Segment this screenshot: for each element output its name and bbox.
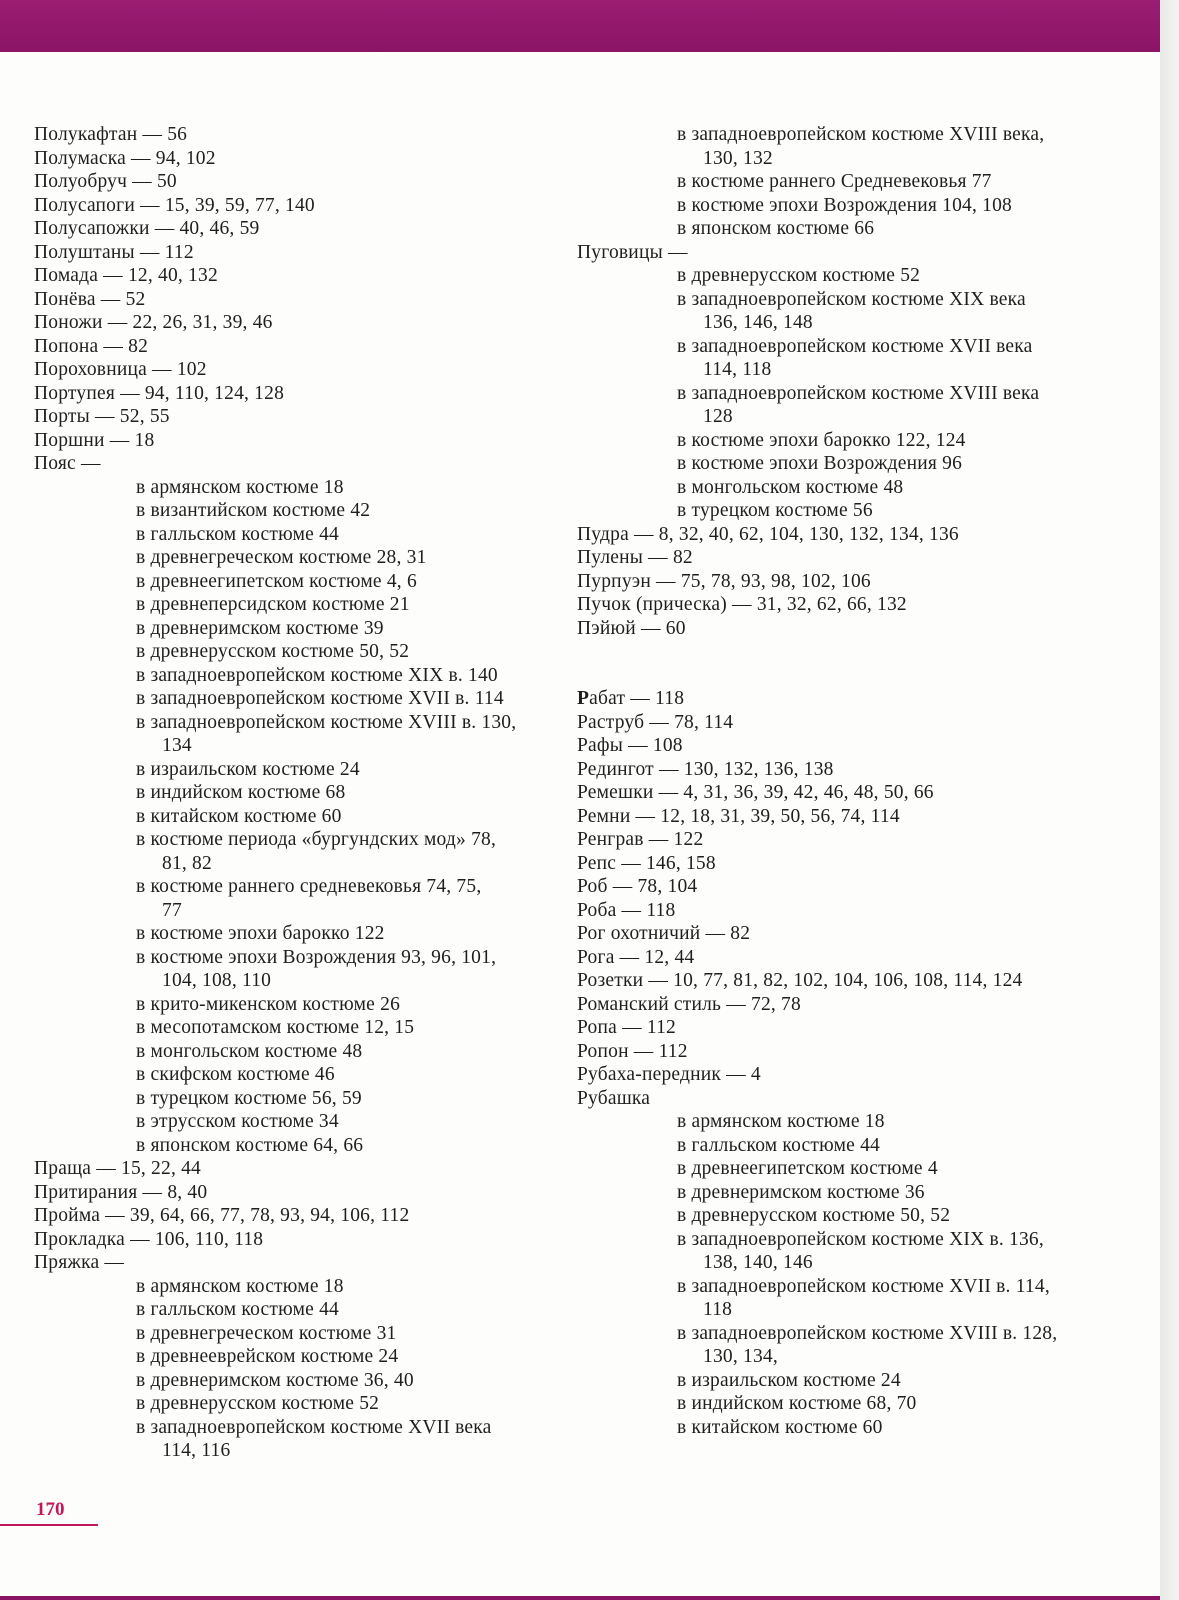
index-entry: Полусапоги — 15, 39, 59, 77, 140 bbox=[34, 194, 315, 216]
index-subentry: в армянском костюме 18 bbox=[136, 1275, 344, 1297]
index-entry: Роба — 118 bbox=[577, 899, 676, 921]
index-subentry: в индийском костюме 68 bbox=[136, 782, 346, 803]
index-entry: Рафы — 108 bbox=[577, 735, 683, 756]
index-entry: Рубашка bbox=[577, 1087, 651, 1109]
index-subentry: в древнегреческом костюме 31 bbox=[136, 1322, 397, 1344]
index-continuation: 136, 146, 148 bbox=[703, 312, 813, 333]
index-subentry: в галльском костюме 44 bbox=[677, 1134, 880, 1156]
index-subentry: в западноевропейском костюме XVII в. 114 bbox=[136, 688, 504, 709]
index-entry: Прокладка — 106, 110, 118 bbox=[34, 1228, 264, 1250]
index-subentry: в монгольском костюме 48 bbox=[136, 1040, 363, 1062]
index-subentry: в этрусском костюме 34 bbox=[136, 1111, 339, 1132]
index-subentry: в костюме эпохи Возрождения 104, 108 bbox=[677, 194, 1012, 216]
index-subentry: в древнеегипетском костюме 4 bbox=[677, 1158, 938, 1179]
entry-text: абат — 118 bbox=[589, 688, 685, 709]
index-subentry: в индийском костюме 68, 70 bbox=[677, 1393, 917, 1414]
index-entry: Поножи — 22, 26, 31, 39, 46 bbox=[34, 312, 273, 333]
index-subentry: в израильском костюме 24 bbox=[677, 1369, 901, 1391]
index-entry: Пулены — 82 bbox=[577, 547, 693, 568]
index-subentry: в древнеримском костюме 36 bbox=[677, 1181, 925, 1203]
index-subentry: в турецком костюме 56 bbox=[677, 500, 873, 521]
index-entry: Полусапожки — 40, 46, 59 bbox=[34, 218, 260, 239]
page-number-rule bbox=[0, 1524, 98, 1526]
index-entry: Ремешки — 4, 31, 36, 39, 42, 46, 48, 50, 66 bbox=[577, 782, 934, 803]
index-entry: Полумаска — 94, 102 bbox=[34, 147, 216, 169]
index-continuation: 81, 82 bbox=[162, 852, 212, 874]
index-entry: Раструб — 78, 114 bbox=[577, 711, 734, 733]
index-entry: Пояс — bbox=[34, 453, 101, 474]
index-entry: Пройма — 39, 64, 66, 77, 78, 93, 94, 106, 112 bbox=[34, 1205, 410, 1226]
index-subentry: в японском костюме 66 bbox=[677, 218, 875, 239]
index-entry: Романский стиль — 72, 78 bbox=[577, 993, 801, 1015]
index-entry: Репс — 146, 158 bbox=[577, 852, 716, 874]
index-subentry: в костюме эпохи Возрождения 96 bbox=[677, 453, 963, 474]
index-continuation: 134 bbox=[162, 735, 192, 756]
index-subentry: в костюме периода «бургундских мод» 78, bbox=[136, 829, 497, 850]
index-entry: Ропа — 112 bbox=[577, 1017, 676, 1038]
index-entry: Рубаха-передник — 4 bbox=[577, 1064, 761, 1085]
index-subentry: в западноевропейском костюме XVIII в. 128, bbox=[677, 1322, 1058, 1344]
index-entry: Портупея — 94, 110, 124, 128 bbox=[34, 382, 285, 404]
index-continuation: 114, 118 bbox=[703, 359, 772, 380]
index-entry: Помада — 12, 40, 132 bbox=[34, 265, 218, 286]
index-spacer bbox=[577, 664, 1107, 688]
index-spacer bbox=[577, 640, 1107, 664]
index-subentry: в древнерусском костюме 52 bbox=[677, 265, 921, 286]
index-entry: Полукафтан — 56 bbox=[34, 124, 188, 145]
index-entry: Попона — 82 bbox=[34, 335, 149, 357]
index-column-right bbox=[577, 123, 1107, 1439]
index-subentry: в западноевропейском костюме XIX в. 136, bbox=[677, 1228, 1044, 1250]
index-subentry: в костюме раннего Средневековья 77 bbox=[677, 171, 992, 192]
page-number: 170 bbox=[36, 1499, 65, 1520]
index-subentry: в западноевропейском костюме XVII века bbox=[136, 1416, 492, 1438]
index-subentry: в западноевропейском костюме XVIII в. 130, bbox=[136, 711, 517, 733]
index-subentry: в древнеримском костюме 39 bbox=[136, 617, 384, 639]
index-entry: Полуштаны — 112 bbox=[34, 241, 194, 263]
index-entry: Розетки — 10, 77, 81, 82, 102, 104, 106, 108, 114, 124 bbox=[577, 970, 1023, 991]
index-subentry: в армянском костюме 18 bbox=[136, 476, 344, 498]
index-subentry: в древнеегипетском костюме 4, 6 bbox=[136, 570, 417, 592]
index-subentry: в галльском костюме 44 bbox=[136, 1299, 339, 1320]
index-subentry: в месопотамском костюме 12, 15 bbox=[136, 1017, 415, 1038]
index-subentry: в древнегреческом костюме 28, 31 bbox=[136, 547, 427, 568]
index-subentry: в западноевропейском костюме XVII века bbox=[677, 335, 1033, 357]
index-entry: Праща — 15, 22, 44 bbox=[34, 1158, 202, 1179]
index-entry: Притирания — 8, 40 bbox=[34, 1181, 208, 1203]
index-subentry: в древнееврейском костюме 24 bbox=[136, 1346, 399, 1367]
index-continuation: 114, 116 bbox=[162, 1440, 231, 1461]
top-color-band bbox=[0, 0, 1160, 52]
index-continuation: 130, 134, bbox=[703, 1346, 778, 1367]
index-entry: Ропон — 112 bbox=[577, 1040, 688, 1062]
index-entry: Пэйюй — 60 bbox=[577, 617, 686, 639]
index-subentry: в турецком костюме 56, 59 bbox=[136, 1087, 362, 1109]
index-subentry: в костюме эпохи Возрождения 93, 96, 101, bbox=[136, 946, 497, 968]
index-continuation: 118 bbox=[703, 1299, 733, 1320]
index-subentry: в западноевропейском костюме XIX века bbox=[677, 288, 1026, 310]
page-edge bbox=[1160, 0, 1179, 1600]
index-subentry: в армянском костюме 18 bbox=[677, 1111, 885, 1132]
index-entry: Пучок (прическа) — 31, 32, 62, 66, 132 bbox=[577, 594, 907, 615]
index-column-left bbox=[34, 123, 554, 1463]
index-continuation: 138, 140, 146 bbox=[703, 1252, 813, 1273]
index-entry: Пороховница — 102 bbox=[34, 359, 207, 380]
index-entry: Пряжка — bbox=[34, 1252, 125, 1273]
index-continuation: 128 bbox=[703, 406, 733, 427]
index-subentry: в израильском костюме 24 bbox=[136, 758, 360, 780]
index-subentry: в костюме раннего средневековья 74, 75, bbox=[136, 876, 482, 897]
index-subentry: в западноевропейском костюме XIX в. 140 bbox=[136, 664, 498, 686]
index-subentry: в византийском костюме 42 bbox=[136, 500, 371, 521]
index-subentry: в китайском костюме 60 bbox=[136, 805, 342, 827]
index-entry: Рог охотничий — 82 bbox=[577, 923, 751, 944]
index-entry: Поршни — 18 bbox=[34, 429, 155, 451]
index-subentry: в древнерусском костюме 52 bbox=[136, 1393, 380, 1414]
index-entry: Рога — 12, 44 bbox=[577, 946, 695, 968]
index-subentry: в скифском костюме 46 bbox=[136, 1064, 335, 1085]
index-subentry: в китайском костюме 60 bbox=[677, 1416, 883, 1438]
index-entry: Пудра — 8, 32, 40, 62, 104, 130, 132, 134, 136 bbox=[577, 523, 959, 545]
index-entry: Пуговицы — bbox=[577, 241, 688, 263]
index-subentry: в древнеримском костюме 36, 40 bbox=[136, 1369, 414, 1391]
index-entry: Редингот — 130, 132, 136, 138 bbox=[577, 758, 834, 780]
index-entry: Пурпуэн — 75, 78, 93, 98, 102, 106 bbox=[577, 570, 871, 592]
index-subentry: в западноевропейском костюме XVIII века bbox=[677, 382, 1040, 404]
index-subentry: в крито-микенском костюме 26 bbox=[136, 993, 401, 1015]
index-subentry: в японском костюме 64, 66 bbox=[136, 1134, 364, 1156]
index-continuation: 130, 132 bbox=[703, 147, 773, 169]
index-subentry: в галльском костюме 44 bbox=[136, 523, 339, 545]
bottom-color-band bbox=[0, 1596, 1160, 1600]
index-entry: Ренграв — 122 bbox=[577, 829, 704, 850]
index-subentry: в костюме эпохи барокко 122 bbox=[136, 923, 385, 944]
index-entry: Ремни — 12, 18, 31, 39, 50, 56, 74, 114 bbox=[577, 805, 900, 827]
index-subentry: в древнерусском костюме 50, 52 bbox=[677, 1205, 951, 1226]
index-subentry: в западноевропейском костюме XVIII века, bbox=[677, 124, 1045, 145]
index-entry: Полуобруч — 50 bbox=[34, 171, 177, 192]
index-subentry: в древнерусском костюме 50, 52 bbox=[136, 641, 410, 662]
index-entry: Роб — 78, 104 bbox=[577, 876, 698, 897]
index-subentry: в монгольском костюме 48 bbox=[677, 476, 904, 498]
index-subentry: в западноевропейском костюме XVII в. 114, bbox=[677, 1275, 1050, 1297]
index-continuation: 77 bbox=[162, 899, 182, 921]
index-subentry: в древнеперсидском костюме 21 bbox=[136, 594, 410, 615]
index-continuation: 104, 108, 110 bbox=[162, 970, 272, 991]
index-entry bbox=[577, 687, 1107, 711]
index-entry: Порты — 52, 55 bbox=[34, 406, 170, 427]
index-entry: Понёва — 52 bbox=[34, 288, 146, 310]
section-initial: Р bbox=[577, 688, 590, 709]
index-subentry: в костюме эпохи барокко 122, 124 bbox=[677, 429, 966, 451]
